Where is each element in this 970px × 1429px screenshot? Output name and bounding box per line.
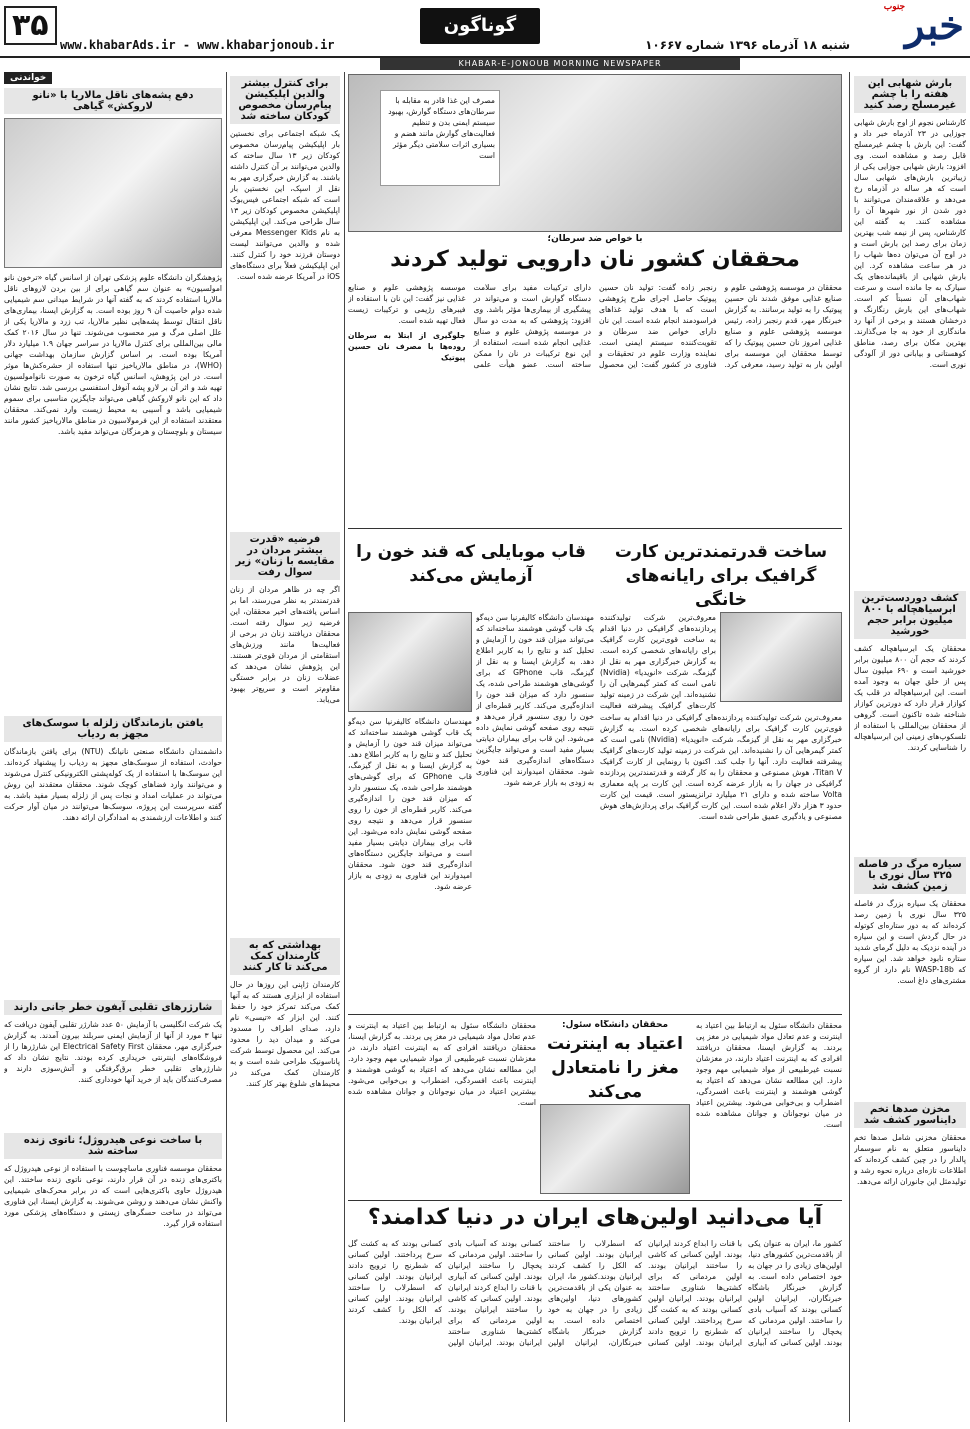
gpu-story-body: معروف‌ترین شرکت تولیدکننده پردازنده‌های گرافیکی در دنیا اقدام به ساخت قوی‌ترین کارت گرافیک برای رایانه‌های شخصی کرده است. به گزارش خبرگزاری مهر به نقل از گیزمگ، شرکت «انویدیا» (Nvidia) نامی است که کمتر گیمرهایی آن را نشنیده‌اند. این شرکت در زمینه تولید کارت‌های گرافیک پیشرفته فعالیت دارد. آنها را جلب کند. اکنون با رونمایی از کارت گرافیک Titan V، هوش مصنوعی و محققان را به کار گرفته و قدرتمندترین پردازنده گرافیکی در جهان را به بازار عرضه کرده است. این کارت بر پایه معماری Volta ساخته شده و دارای ۲۱ میلیارد ترانزیستور است. قیمت این کارت حدود ۳ هزار دلار اعلام شده است. این کارت گرافیک برای پردازش‌های هوش مصنوعی و یادگیری عمیق طراحی شده است. xyxy=(600,713,842,821)
photo-caption: مصرف این غذا قادر به مقابله با سرطان‌های دستگاه گوارش، بهبود سیستم ایمنی بدن و تنظیم فعالیت‌های گوارش مانند هضم و بسیاری اثرات سلامتی دیگر مؤثر است xyxy=(380,90,500,186)
internet-story-headline[interactable]: اعتیاد به اینترنت مغز را نامتعادل می‌کند xyxy=(547,1034,683,1102)
top-story-headline[interactable]: محققان کشور نان دارویی تولید کردند xyxy=(390,247,800,272)
dateline: شنبه ۱۸ آذرماه ۱۳۹۶ شماره ۱۰۶۶۷ xyxy=(645,38,850,52)
phone-story-body: مهندسان دانشگاه کالیفرنیا سن دیه‌گو یک قاب گوشی هوشمند ساخته‌اند که می‌تواند میزان قند خون را آزمایش و تحلیل کند و نتایج را به کاربر اطلاع دهد. به گزارش ایسنا و به نقل از گیزمگ، قاب GPhone که برای گوشی‌های هوشمند طراحی شده، یک سنسور دارد که میزان قند خون را اندازه‌گیری می‌کند. کاربر قطره‌ای از خون را روی سنسور قرار می‌دهد و نتیجه روی صفحه گوشی نمایش داده می‌شود. این قاب برای بیماران دیابتی بسیار مفید است و می‌تواند جایگزین دستگاه‌های اندازه‌گیری قند خون شود. محققان امیدوارند این فناوری به زودی به بازار عرضه شود. xyxy=(476,613,594,787)
column-divider xyxy=(849,72,850,1422)
top-story-kicker: با خواص ضد سرطان؛ xyxy=(547,234,643,244)
phone-story-headline[interactable]: قاب موبایلی که قند خون را آزمایش می‌کند xyxy=(356,542,586,586)
internet-story-body-b: محققان دانشگاه سئول به ارتباط بین اعتیاد به اینترنت و عدم تعادل مواد شیمیایی در مغز پی بردند. به گزارش ایسنا، محققان دریافتند افرادی که به اینترنت اعتیاد دارند، در مغزشان نسبت غیرطبیعی از مواد شیمیایی مهم وجود دارد. این مطالعه نشان می‌دهد که اعتیاد به گوشی هوشمند و اینترنت باعث افسردگی، اضطراب و بی‌خوابی می‌شود. بیشترین اعتیاد در میان نوجوانان و جوانان مشاهده شده است. xyxy=(348,1021,536,1107)
divider xyxy=(348,1014,842,1015)
divider xyxy=(348,528,842,529)
website-links[interactable]: www.khabarAds.ir - www.khabarjonoub.ir xyxy=(60,38,335,52)
masthead xyxy=(0,0,970,58)
phone-story-header xyxy=(348,540,594,610)
article-body: کارشناس نجوم از اوج بارش شهابی جوزایی در ۲۳ آذرماه خبر داد و گفت: این بارش با چشم غیرمسلح قابل رصد و مشاهده است. وی افزود: بارش شهابی جوزایی یکی از زیباترین بارش‌های شهابی سال است که هر ساله در آذرماه رخ می‌دهد و علاقه‌مندان می‌توانند با دور شدن از نور شهرها آن را مشاهده کنند. به گفته این کارشناس، پس از نیمه شب بهترین زمان برای رصد این بارش است و در اوج آن می‌توان ده‌ها شهاب را در هر ساعت مشاهده کرد. این بارش شهابی از باقیمانده‌های یک سیارک به جا مانده است و سرعت شهاب‌های آن نسبتاً کم است. شهاب‌های این بارش رنگارنگ و درخشان هستند و برخی از آنها رد ماندگاری از خود به جا می‌گذارند. بهترین مکان برای رصد، مناطق کوهستانی و بیابانی دور از آلودگی نوری است. xyxy=(854,118,966,369)
article-headline[interactable]: با ساخت نوعی هیدروژل؛ ناتوی زنده ساخته شد xyxy=(4,1133,222,1159)
phone-case-photo xyxy=(348,612,472,712)
firsts-story-headline[interactable]: آیا می‌دانید اولین‌های ایران در دنیا کدامند؟ xyxy=(367,1205,823,1230)
article-headline[interactable]: فرضیه «قدرت بیشتر مردان در مقایسه با زنان» زیر سوال رفت xyxy=(230,532,340,580)
article-body: اگر چه در ظاهر مردان از زنان قدرتمندتر به نظر می‌رسند، اما بر اساس یافته‌های اخیر محققان، این فرضیه زیر سوال رفته است. محققان دریافتند زنان در برخی از فعالیت‌ها مانند ورزش‌های استقامتی از مردان قوی‌تر هستند. این پژوهش نشان می‌دهد که عضلات زنان در برابر خستگی مقاوم‌تر است و سریع‌تر بهبود می‌یابد. xyxy=(230,585,340,704)
top-story-subhead: جلوگیری از ابتلا به سرطان روده‌ها با مصرف نان حسین پیوتیک xyxy=(348,331,466,362)
internet-user-photo xyxy=(540,1104,690,1194)
internet-story-header xyxy=(540,1020,690,1102)
article-body: محققان یک ابرسیاهچاله کشف کردند که حجم آن ۸۰۰ میلیون برابر خورشید است و ۶۹۰ میلیون سال پس از خلق جهان به وجود آمده است. این ابرسیاهچاله در قلب یک کوازار قرار دارد که دورترین کوازار شناخته شده تاکنون است. گروهی از محققان بین‌المللی با استفاده از تلسکوپ‌های زمینی این ابرسیاهچاله را شناسایی کردند. xyxy=(854,644,966,752)
firsts-story-header xyxy=(348,1204,842,1236)
right-column xyxy=(854,72,966,1422)
internet-story-kicker: محققان دانشگاه سئول: xyxy=(561,1020,669,1030)
article-headline[interactable]: برای کنترل بیشتر والدین اپلیکیشن پیام‌رسان مخصوص کودکان ساخته شد xyxy=(230,76,340,124)
mosquito-photo xyxy=(4,118,222,268)
column-divider xyxy=(226,72,227,1422)
article-body: یک شبکه اجتماعی برای نخستین بار اپلیکیشن پیام‌رسان مخصوص کودکان زیر ۱۳ سال ساخته که والدین می‌توانند بر آن کنترل داشته باشند. به گزارش خبرگزاری مهر به نقل از اسپک، این نخستین بار است که شبکه اجتماعی فیس‌بوک اپلیکیشن مخصوص کودکان زیر ۱۳ سال طراحی می‌کند. این اپلیکیشن به نام Messenger Kids معرفی شده و والدین می‌توانند لیست دوستان فرزند خود را کنترل کنند. این اپلیکیشن فعلاً برای دستگاه‌های iOS در آمریکا عرضه شده است. xyxy=(230,129,340,281)
article-headline[interactable]: شارژرهای تقلبی آیفون خطر جانی دارند xyxy=(4,1000,222,1015)
internet-story-body: محققان دانشگاه سئول به ارتباط بین اعتیاد به اینترنت و عدم تعادل مواد شیمیایی در مغز پی بردند. به گزارش ایسنا، محققان دریافتند افرادی که به اینترنت اعتیاد دارند، در مغزشان نسبت غیرطبیعی از مواد شیمیایی مهم وجود دارد. این مطالعه نشان می‌دهد که اعتیاد به گوشی هوشمند و اینترنت باعث افسردگی، اضطراب و بی‌خوابی می‌شود. بیشترین اعتیاد در میان نوجوانان و جوانان مشاهده شده است. xyxy=(696,1021,842,1129)
column-divider xyxy=(344,72,345,1422)
english-name-bar: KHABAR-E-JONOUB MORNING NEWSPAPER xyxy=(380,58,740,70)
divider xyxy=(348,1200,842,1201)
article-headline[interactable]: مخزن صدها تخم دایناسور کشف شد xyxy=(854,1102,966,1128)
top-story-header xyxy=(348,234,842,278)
section-title: گوناگون xyxy=(420,8,540,44)
article-headline[interactable]: یافتن بازماندگان زلزله با سوسک‌های مجهز به ردیاب xyxy=(4,716,222,742)
article-body: محققان یک سیاره بزرگ در فاصله ۳۲۵ سال نوری با زمین رصد کرده‌اند که به دور ستاره‌ای کوتوله در حال گردش است و این سیاره در آینده نزدیک به دلیل گرمای شدید ستاره نابود خواهد شد. این سیاره که WASP-18b نام دارد از گروه مشتری‌های داغ است. xyxy=(854,899,966,985)
left-column xyxy=(4,72,222,1422)
article-body: کارمندان ژاپنی این روزها در حال استفاده از ابزاری هستند که به آنها کمک می‌کند تمرکز خود را حفظ کنند. این ابزار که «تیسی» نام دارد، صدای اطراف را مسدود می‌کند و میدان دید را محدود می‌کند. این محصول توسط شرکت پاناسونیک طراحی شده است و به کارمندان کمک می‌کند در محیط‌های شلوغ بهتر کار کنند. xyxy=(230,980,340,1088)
gpu-story-body-a: معروف‌ترین شرکت تولیدکننده پردازنده‌های گرافیکی در دنیا اقدام به ساخت قوی‌ترین کارت گرافیک برای رایانه‌های شخصی کرده است. به گزارش خبرگزاری مهر به نقل از گیزمگ، شرکت «انویدیا» (Nvidia) نامی است که کمتر گیمرهایی آن را نشنیده‌اند. این شرکت در زمینه تولید کارت‌های گرافیک پیشرفته فعالیت xyxy=(600,613,716,710)
middle-column xyxy=(230,72,340,1422)
phone-story-body-b: مهندسان دانشگاه کالیفرنیا سن دیه‌گو یک قاب گوشی هوشمند ساخته‌اند که می‌تواند میزان قند خون را آزمایش و تحلیل کند و نتایج را به کاربر اطلاع دهد. به گزارش ایسنا و به نقل از گیزمگ، قاب GPhone که برای گوشی‌های هوشمند طراحی شده، یک سنسور دارد که میزان قند خون را اندازه‌گیری می‌کند. کاربر قطره‌ای از خون را روی سنسور قرار می‌دهد و نتیجه روی صفحه گوشی نمایش داده می‌شود. این قاب برای بیماران دیابتی بسیار مفید است و می‌تواند جایگزین دستگاه‌های اندازه‌گیری قند خون شود. محققان امیدوارند این فناوری به زودی به بازار عرضه شود. xyxy=(348,717,472,891)
article-headline[interactable]: کشف دوردست‌ترین ابرسیاهچاله با ۸۰۰ میلیون برابر حجم خورشید xyxy=(854,591,966,639)
article-headline[interactable]: دفع پشه‌های ناقل مالاریا با «نانو لاروکش» گیاهی xyxy=(4,88,222,114)
gpu-story-headline[interactable]: ساخت قدرتمندترین کارت گرافیک برای رایانه‌های خانگی xyxy=(614,542,828,610)
page-number: ۳۵ xyxy=(4,6,57,45)
firsts-story-body: کشور ما، ایران به عنوان یکی از باقدمت‌ترین کشورهای دنیا، اولین‌های زیادی را در جهان به خود اختصاص داده است. به گزارش خبرنگار باشگاه خبرنگاران، ایرانیان اولین کسانی بودند که آسیاب بادی را ساختند. اولین مردمانی که یخچال را ساختند ایرانیان بودند. اولین کسانی که آبیاری با قنات را ابداع کردند ایرانیان بودند. اولین کسانی که کاشی را ساختند ایرانیان بودند. اولین مردمانی که برای کشتی‌ها شناوری ساختند ایرانیان بودند. ایرانیان اولین کسانی بودند که به کشت گل سرخ پرداختند. اولین کسانی که شطرنج را ترویج دادند ایرانیان بودند. اولین کسانی که اسطرلاب را ساختند ایرانیان بودند. اولین کسانی که الکل را کشف کردند ایرانیان بودند.کشور ما، ایران به عنوان یکی از باقدمت‌ترین کشورهای دنیا، اولین‌های زیادی را در جهان به خود اختصاص داده است. به گزارش خبرنگار باشگاه خبرنگاران، ایرانیان اولین کسانی بودند که آسیاب بادی را ساختند. اولین مردمانی که یخچال را ساختند ایرانیان بودند. اولین کسانی که آبیاری با قنات را ابداع کردند ایرانیان بودند. اولین کسانی که کاشی را ساختند ایرانیان بودند. اولین مردمانی که برای کشتی‌ها شناوری ساختند ایرانیان بودند. ایرانیان اولین کسانی بودند که به کشت گل سرخ پرداختند. اولین کسانی که شطرنج را ترویج دادند ایرانیان بودند. اولین کسانی که اسطرلاب را ساختند ایرانیان بودند. اولین کسانی که الکل را کشف کردند ایرانیان بودند. xyxy=(348,1239,842,1347)
article-body: محققان موسسه فناوری ماساچوست با استفاده از نوعی هیدروژل که باکتری‌های زنده در آن قرار دارند، نوعی ناتوی زنده ساختند. این هیدروژل حاوی باکتری‌هایی است که در برابر محرک‌های شیمیایی واکنش نشان می‌دهند و روشن می‌شوند. به گزارش ایسنا، این فناوری می‌تواند در ساخت حسگرهای زیستی و دستگاه‌های پزشکی مورد استفاده قرار گیرد. xyxy=(4,1164,222,1228)
newspaper-logo: خبر$^{جنوب}$ xyxy=(883,2,964,49)
article-headline[interactable]: بارش شهابی این هفته را با چشم غیرمسلح رصد کنید xyxy=(854,76,966,113)
article-headline[interactable]: بهداشتی که به کارمندان کمک می‌کند تا کار کنند xyxy=(230,938,340,975)
article-body: محققان مخزنی شامل صدها تخم دایناسور متعلق به نام سوسمار پالدار را در چین کشف کرده‌اند که اطلاعات تازه‌ای درباره نحوه رشد و تولیدمثل این جانوران ارائه می‌دهد. xyxy=(854,1133,966,1186)
article-body: پژوهشگران دانشگاه علوم پزشکی تهران از اسانس گیاه «ترخون نانو امولسیون» به عنوان سم گیاهی برای از بین بردن لاروهای ناقل مالاریا استفاده کردند که به گفته آنها در شرایط میدانی سم شیمیایی شده دوام خاصیت آن ۹ روز بوده است. به گزارش ایسنا، بیماری‌های ناقل انتقال توسط پشه‌هایی نظیر مالاریا، تب زرد و مالاریا یکی از علل اصلی مرگ و میر محسوب می‌شوند. تنها در سال ۲۰۱۶ کمک مالی بین‌المللی برای کنترل مالاریا در سراسر جهان ۱.۹ میلیارد دلار آمریکا بوده است. بر اساس گزارش سازمان بهداشت جهانی (WHO)، در مناطق مالاریاخیز تنها استفاده از حشره‌کش‌ها موثر است. در این پژوهش، اسانس گیاه ترخون به صورت نانوامولسیون تهیه شد و اثر آن بر لارو پشه آنوفل استفنسی بررسی شد. نتایج نشان داد که این نانو لاروکش گیاهی می‌تواند جایگزین مناسبی برای سموم شیمیایی باشد و آسیبی به محیط زیست وارد نمی‌کند. محققان معتقدند استفاده از این فرمولاسیون در مناطق مالاریاخیز کشور مانند سیستان و بلوچستان و هرمزگان می‌تواند مفید باشد. xyxy=(4,273,222,436)
graphics-card-photo xyxy=(720,612,842,702)
article-body: دانشمندان دانشگاه صنعتی نانیانگ (NTU) برای یافتن بازماندگان حوادث، استفاده از سوسک‌های مجهز به ردیاب را پیشنهاد کرده‌اند. این سوسک‌ها با استفاده از یک کوله‌پشتی الکترونیکی کنترل می‌شوند و می‌توانند وارد فضاهای کوچک شوند. محققان معتقدند این روش می‌تواند در عملیات امداد و نجات پس از زلزله بسیار مفید باشد. به گفته سرپرست این پروژه، سوسک‌ها می‌توانند در میان آوار حرکت کنند و اطلاعات ارزشمندی به امدادگران ارائه دهند. xyxy=(4,747,222,822)
gpu-story-header xyxy=(600,540,842,610)
section-label: خواندنی xyxy=(4,72,52,84)
article-headline[interactable]: سیاره مرگ در فاصله ۳۲۵ سال نوری با زمین کشف شد xyxy=(854,857,966,894)
article-body: یک شرکت انگلیسی با آزمایش ۵۰ عدد شارژر تقلبی آیفون دریافت که تنها ۳ مورد از آنها از آزمایش ایمنی سربلند بیرون آمدند. به گزارش خبرگزاری مهر، محققان Electrical Safety First این شارژرها را از فروشگاه‌های اینترنتی خریداری کرده بودند. نتایج نشان داد که شارژرهای تقلبی خطر برق‌گرفتگی و آتش‌سوزی دارند و مصرف‌کنندگان باید از خرید آنها خودداری کنند. xyxy=(4,1020,222,1084)
top-story-body: محققان در موسسه پژوهشی علوم و صنایع غذایی موفق شدند نان حسین پیوتیک را به تولید برسانند. به گزارش خبرنگار مهر، قدم رنجبر زاده، رئیس موسسه پژوهشی علوم و صنایع غذایی امروز نان حسین پیوتیک را که توسط محققان این موسسه برای اولین بار به تولید رسید، معرفی کرد. رنجبر زاده گفت: تولید نان حسین پیوتیک حاصل اجرای طرح پژوهشی است که با هدف تولید غذاهای فراسودمند انجام شده است. این نان دارای خواص ضد سرطان و تقویت‌کننده سیستم ایمنی است. نماینده وزارت علوم در تحقیقات و فناوری در کشور گفت: این محصول دارای ترکیبات مفید برای سلامت دستگاه گوارش است و می‌تواند در پیشگیری از بیماری‌ها مؤثر باشد. وی افزود: پژوهشی که به مدت دو سال در موسسه پژوهش علوم و صنایع غذایی انجام شده است، استفاده از این نوع ترکیبات در نان را ممکن ساخته است. عضو هیأت علمی موسسه پژوهشی علوم و صنایع غذایی نیز گفت: این نان با استفاده از فیبرهای رژیمی و ترکیبات زیست فعال تهیه شده است. جلوگیری از ابتلا به سرطان روده‌ها با مصرف نان حسین پیوتیک xyxy=(348,283,842,369)
